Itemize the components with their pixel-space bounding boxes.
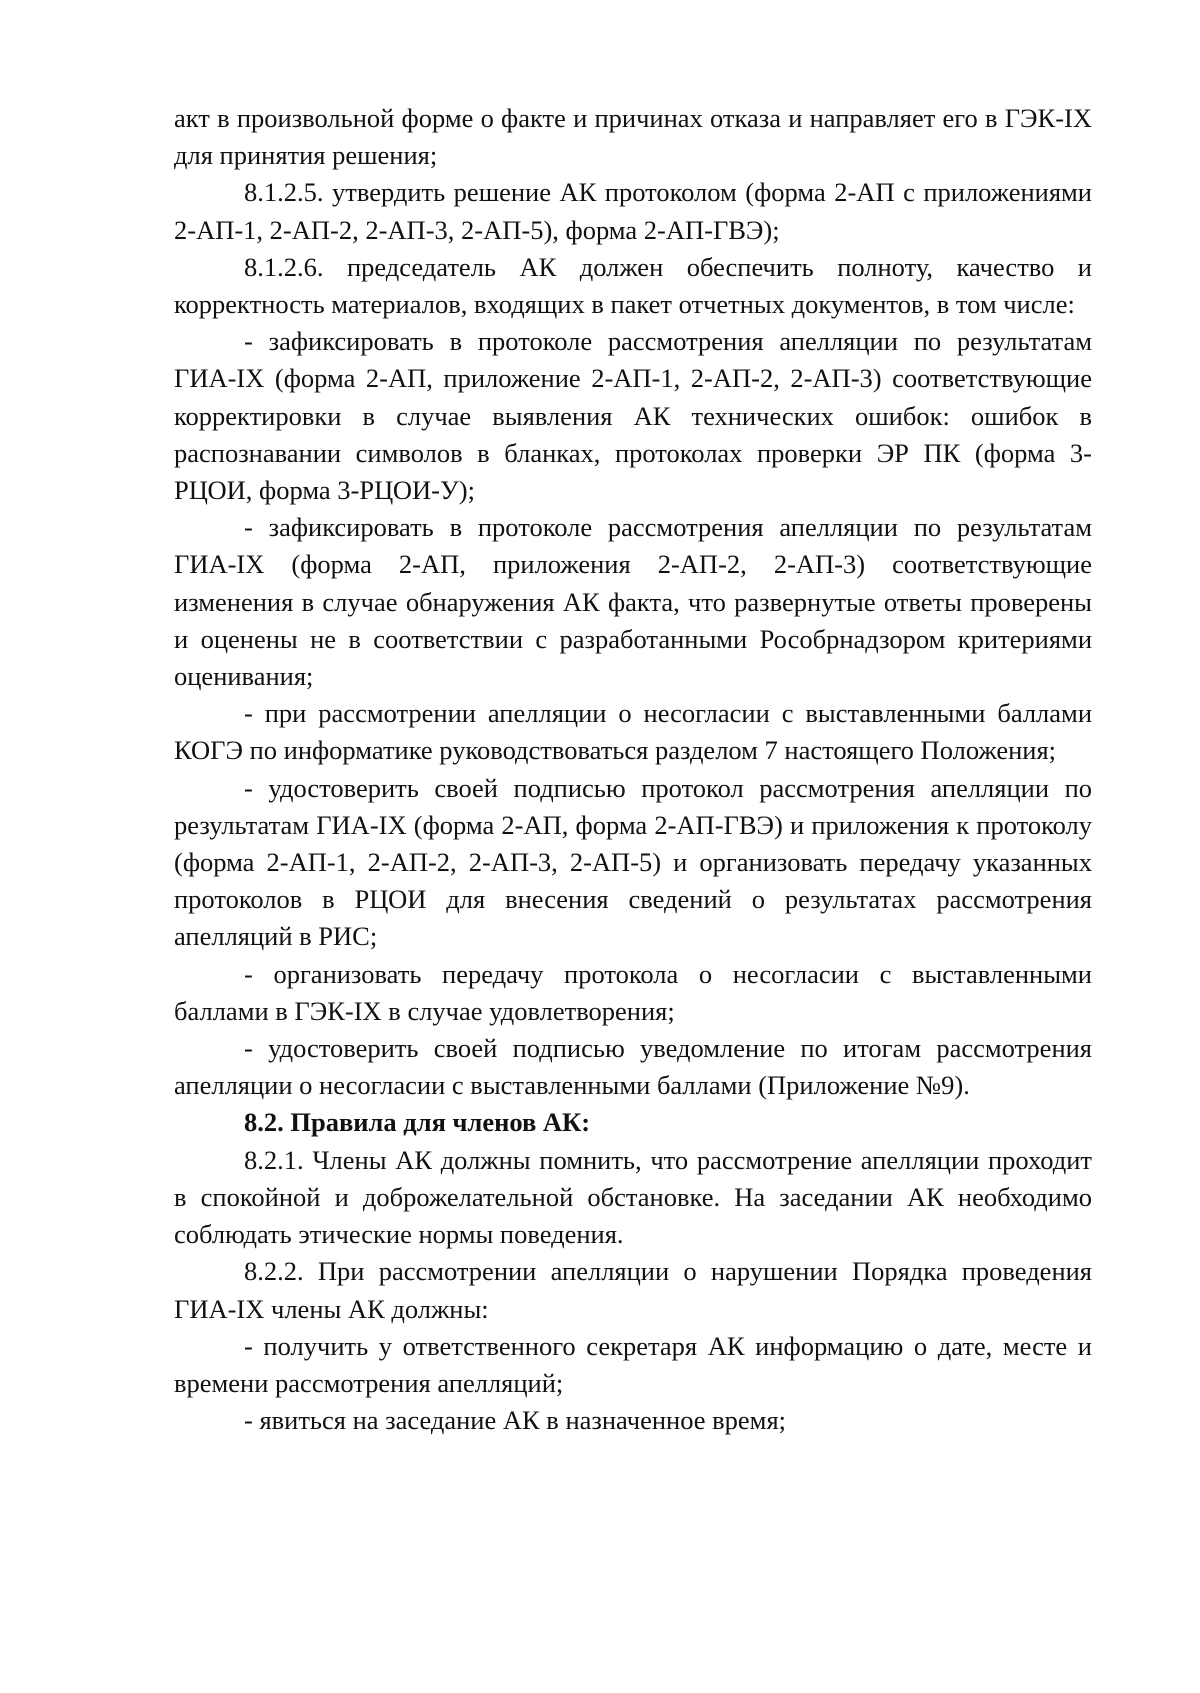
document-page [174,100,1092,1439]
list-item-informatics: - при рассмотрении апелляции о несогласии с выставленными баллами КОГЭ по информатике руководствоваться разделом 7 настоящего Положения; [174,698,1092,766]
list-item-sign-notice: - удостоверить своей подписью уведомление по итогам рассмотрения апелляции о несогласии с выставленными баллами (Приложение №9). [174,1033,1092,1101]
paragraph-8-1-2-6: 8.1.2.6. председатель АК должен обеспечить полноту, качество и корректность материалов, входящих в пакет отчетных документов, в том числе: [174,251,1092,320]
list-item-sign-protocol: - удостоверить своей подписью протокол рассмотрения апелляции по результатам ГИА-IX (форма 2-АП, форма 2-АП-ГВЭ) и приложения к протоколу (форма 2-АП-1, 2-АП-2, 2-АП-3, 2-АП-5) и организовать передачу указанных протоколов в РЦОИ для внесения сведений о результатах рассмотрения апелляций в РИС; [174,772,1092,952]
paragraph-refusal-act: акт в произвольной форме о факте и причинах отказа и направляет его в ГЭК-IX для принятия решения; [174,103,1092,171]
list-item-attend-meeting: - явиться на заседание АК в назначенное время; [244,1405,786,1436]
paragraph-8-2-1: 8.2.1. Члены АК должны помнить, что рассмотрение апелляции проходит в спокойной и доброжелательной обстановке. На заседании АК необходимо соблюдать этические нормы поведения. [174,1144,1092,1250]
list-item-answer-changes: - зафиксировать в протоколе рассмотрения апелляции по результатам ГИА-IX (форма 2-АП, приложения 2-АП-2, 2-АП-3) соответствующие изменения в случае обнаружения АК факта, что развернутые ответы проверены и оценены не в соответствии с разработанными Рособрнадзором критериями оценивания; [174,512,1092,692]
list-item-technical-errors: - зафиксировать в протоколе рассмотрения апелляции по результатам ГИА-IX (форма 2-АП, приложение 2-АП-1, 2-АП-2, 2-АП-3) соответствующие корректировки в случае выявления АК технических ошибок: ошибок в распознавании символов в бланках, протоколах проверки ЭР ПК (форма 3-РЦОИ, форма 3-РЦОИ-У); [174,326,1092,506]
paragraph-8-1-2-5: 8.1.2.5. утвердить решение АК протоколом (форма 2-АП с приложениями 2-АП-1, 2-АП-2, 2-АП-3, 2-АП-5), форма 2-АП-ГВЭ); [174,177,1092,245]
section-heading-8-2: 8.2. Правила для членов АК: [244,1107,591,1138]
paragraph-8-2-2: 8.2.2. При рассмотрении апелляции о нарушении Порядка проведения ГИА-IX члены АК должны: [174,1256,1092,1324]
list-item-transfer-protocol: - организовать передачу протокола о несогласии с выставленными баллами в ГЭК-IX в случае удовлетворения; [174,958,1092,1026]
list-item-get-info: - получить у ответственного секретаря АК информацию о дате, месте и времени рассмотрения апелляций; [174,1330,1092,1398]
